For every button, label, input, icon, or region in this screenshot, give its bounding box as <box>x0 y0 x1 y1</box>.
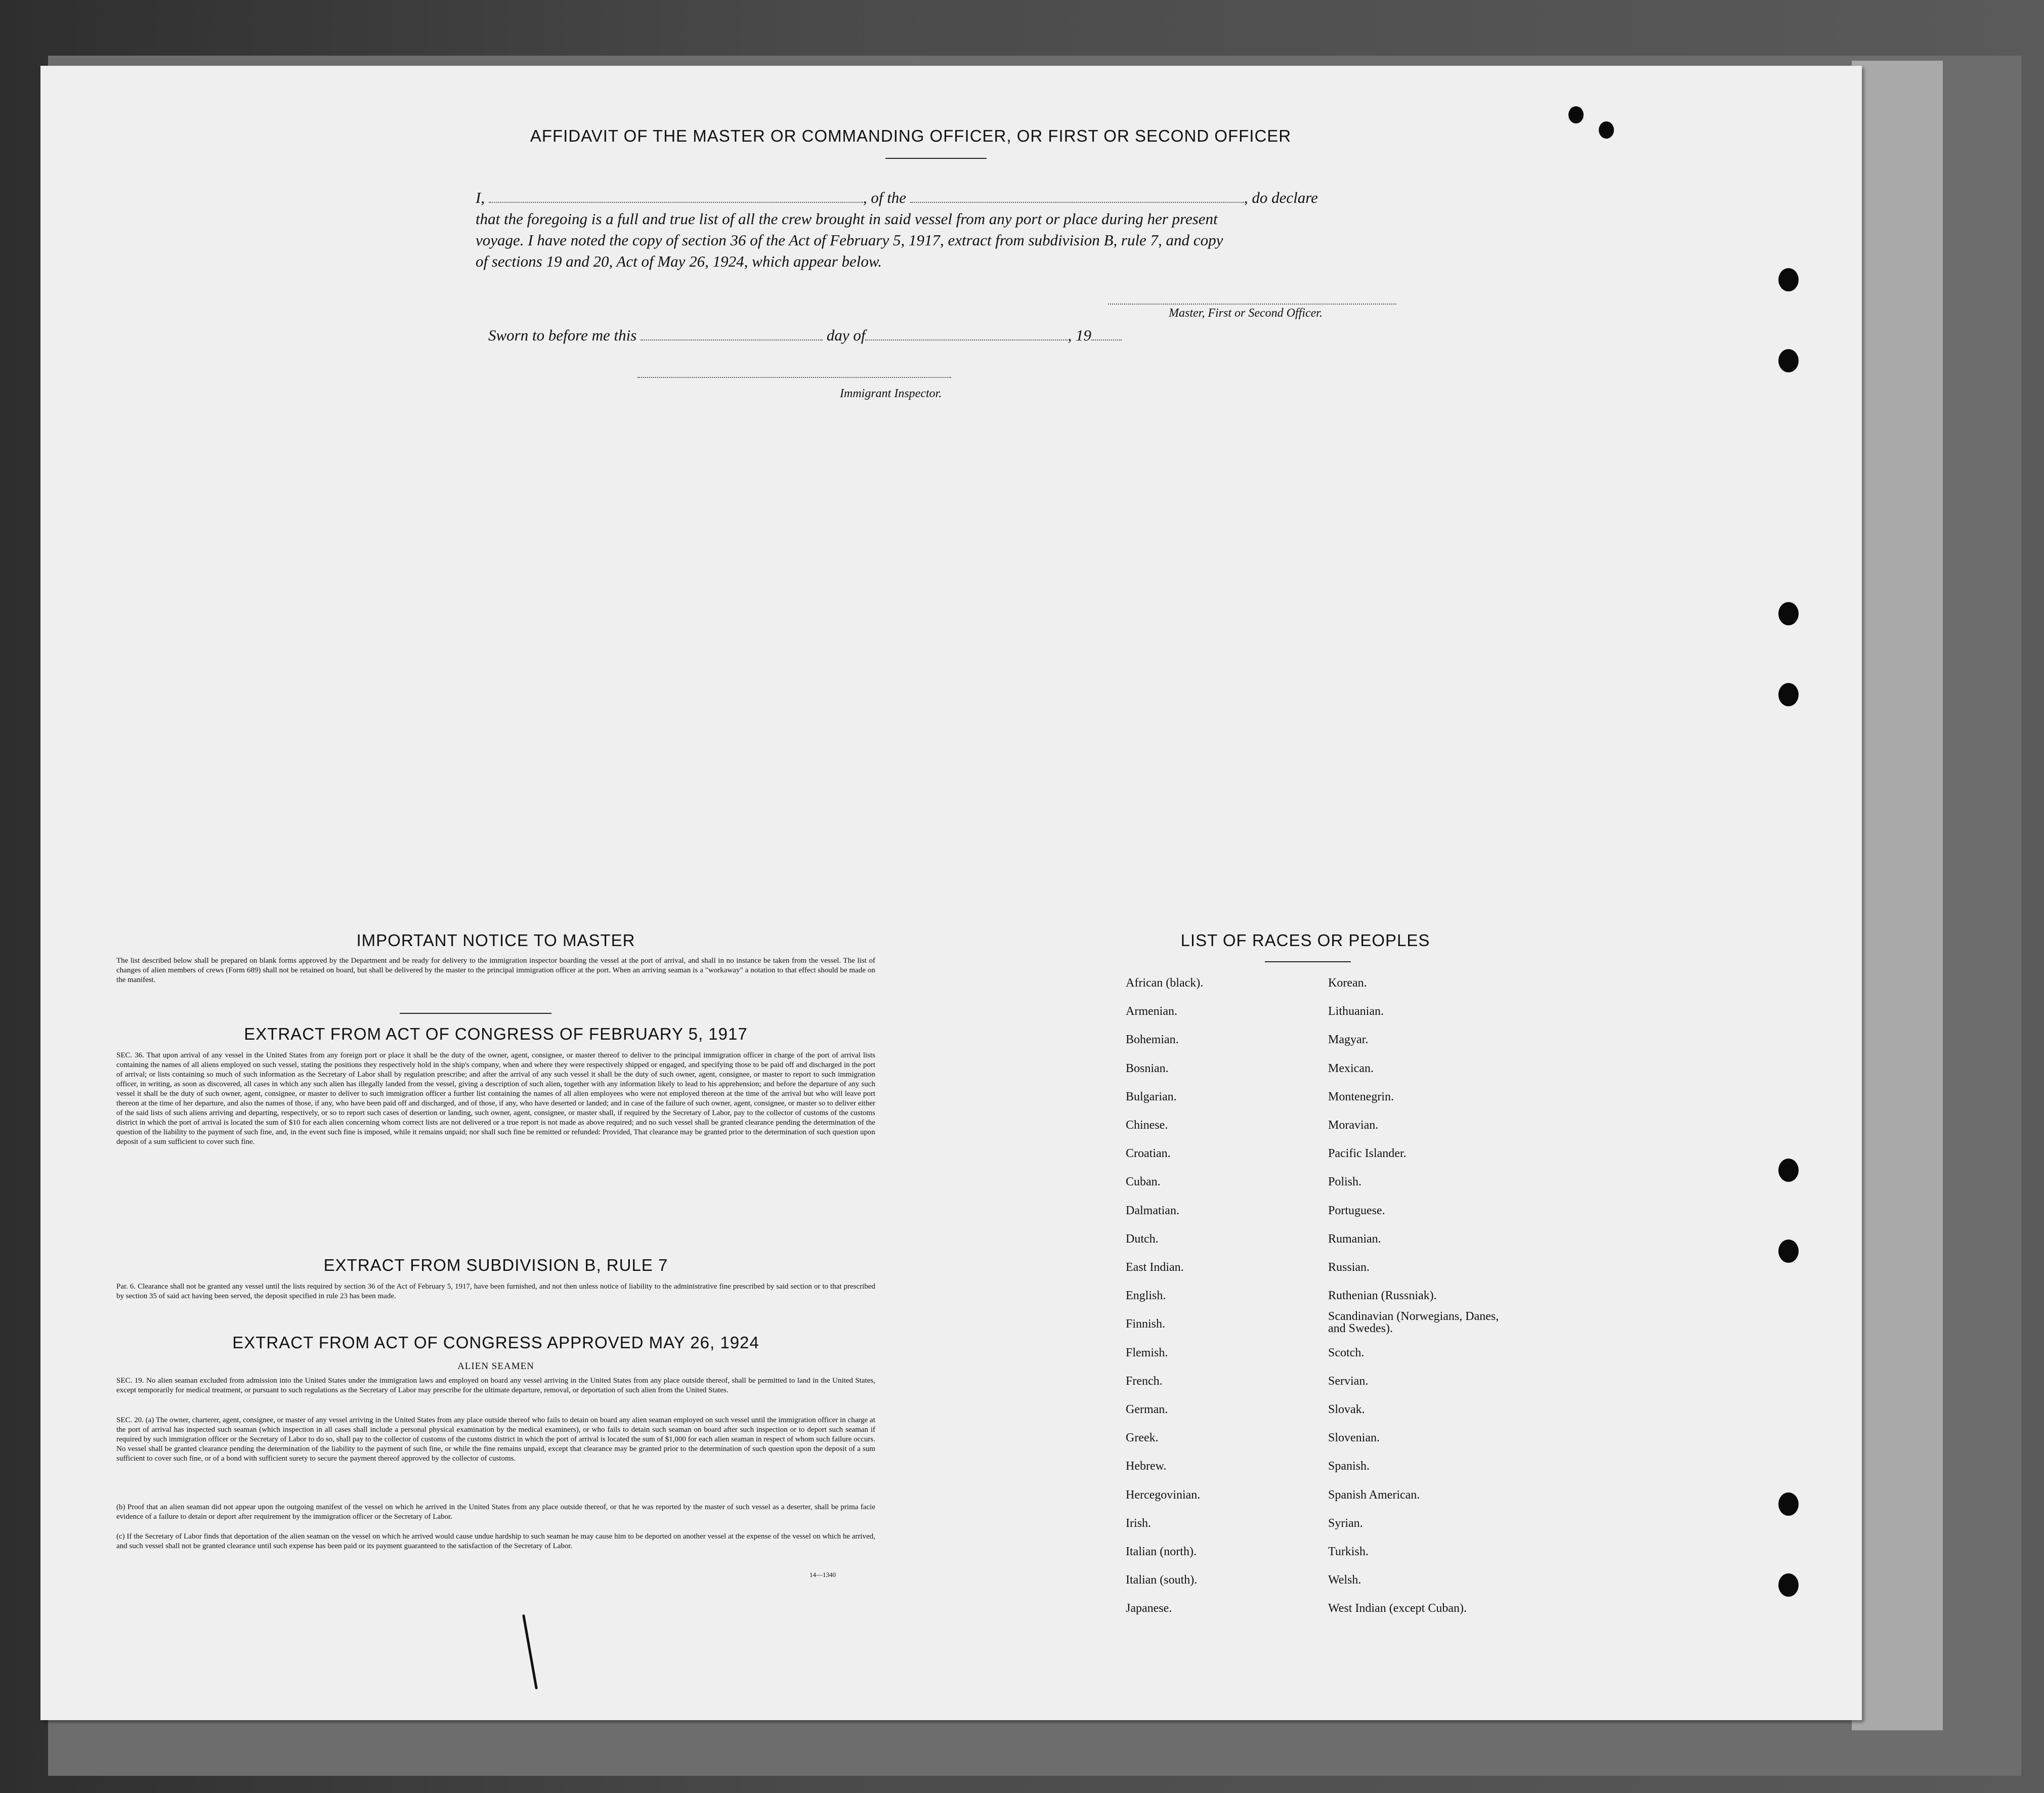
race-item: Servian. <box>1328 1374 1369 1388</box>
race-item: Welsh. <box>1328 1573 1361 1587</box>
race-item: Finnish. <box>1126 1317 1166 1331</box>
race-item: Korean. <box>1328 976 1367 990</box>
race-item: French. <box>1126 1374 1163 1388</box>
affidavit-do-declare: , do declare <box>1244 189 1318 206</box>
master-signature-line <box>1108 304 1396 305</box>
race-item: Irish. <box>1126 1516 1151 1530</box>
race-item: Dutch. <box>1126 1232 1159 1246</box>
sec-19-body: SEC. 19. No alien seaman excluded from admission into the United States under the immigration laws and employed on board any vessel arriving in the United States from any place outside thereof, shall be permitted to land in the United States, except temporarily for medical treatment, or pursuant to such regulations as the Secretary of Labor may prescribe for the ultimate departure, removal, or deportation of such alien from the United States. <box>116 1377 875 1394</box>
divider <box>1265 961 1351 962</box>
divider <box>400 1013 551 1014</box>
races-title: LIST OF RACES OR PEOPLES <box>1180 931 1430 950</box>
sworn-day-of: day of <box>826 326 866 344</box>
affidavit-line-2: that the foregoing is a full and true list of all the crew brought in said vessel from any port or place during her present <box>476 210 1218 228</box>
affidavit-declaration-line <box>476 187 1472 208</box>
sworn-year: , 19 <box>1068 326 1091 344</box>
punch-hole-icon <box>1778 349 1799 372</box>
master-signature-label: Master, First or Second Officer. <box>1169 307 1323 320</box>
punch-hole-icon <box>1778 1240 1799 1263</box>
race-item: English. <box>1126 1289 1166 1303</box>
race-item: Japanese. <box>1126 1602 1172 1615</box>
underlying-sheet-edge <box>1852 61 1943 1730</box>
race-item: Moravian. <box>1328 1119 1379 1132</box>
race-item: Cuban. <box>1126 1175 1161 1189</box>
race-item: Hebrew. <box>1126 1460 1167 1473</box>
race-item: Ruthenian (Russniak). <box>1328 1289 1437 1303</box>
notice-title: IMPORTANT NOTICE TO MASTER <box>356 931 635 950</box>
race-item: Syrian. <box>1328 1516 1363 1530</box>
punch-hole-icon <box>1778 1573 1799 1597</box>
subdivision-b-body: Par. 6. Clearance shall not be granted any vessel until the lists required by section 36 of the Act of February 5, 1917, have been furnished, and not then unless notice of liability to the administrative fine prescribed by said section or to that prescribed by section 35 of said act having been served, the deposit specified in rule 23 has been made. <box>116 1283 875 1300</box>
race-item: Portuguese. <box>1328 1204 1385 1217</box>
race-item: Spanish. <box>1328 1460 1370 1473</box>
race-item: Bohemian. <box>1126 1033 1179 1047</box>
extract-1917-title: EXTRACT FROM ACT OF CONGRESS OF FEBRUARY 5, 1917 <box>244 1024 748 1043</box>
race-item: Polish. <box>1328 1175 1362 1189</box>
sec-20b-body: (b) Proof that an alien seaman did not appear upon the outgoing manifest of the vessel on which he arrived in the United States from any place outside thereof, or that he was reported by the master of such vessel as a deserter, shall be prima facie evidence of a failure to detain or deport after requirement by the immigration officer or the Secretary of Labor. <box>116 1503 875 1521</box>
race-item: Chinese. <box>1126 1119 1168 1132</box>
race-item: African (black). <box>1126 976 1204 990</box>
punch-hole-icon <box>1778 1492 1799 1516</box>
race-item: Turkish. <box>1328 1545 1369 1558</box>
inspector-signature-line <box>637 377 951 378</box>
affidavit-of-the: , of the <box>863 189 907 206</box>
race-item: West Indian (except Cuban). <box>1328 1602 1467 1615</box>
extract-1924-subtitle: ALIEN SEAMEN <box>457 1361 534 1372</box>
race-item: Montenegrin. <box>1328 1090 1394 1103</box>
punch-hole-icon <box>1778 268 1799 291</box>
race-item: Hercegovinian. <box>1126 1488 1201 1502</box>
race-item: Mexican. <box>1328 1061 1374 1075</box>
sworn-line <box>488 326 1122 345</box>
form-number: 14—1340 <box>810 1571 836 1578</box>
race-item: Italian (south). <box>1126 1573 1198 1587</box>
race-item: Bosnian. <box>1126 1061 1169 1075</box>
race-item: German. <box>1126 1403 1168 1416</box>
race-item: Slovak. <box>1328 1403 1365 1416</box>
notice-body: The list described below shall be prepared on blank forms approved by the Department and be ready for delivery to the immigration inspector boarding the vessel at the port of arrival, and shall in no instance be taken from the vessel. The list of changes of alien members of crews (Form 689) shall not be retained on board, but shall be delivered by the master to the principal immigration officer at the port. When an arriving seaman is a "workaway" a notation to that effect should be made on the manifest. <box>116 957 875 984</box>
race-item: Scandinavian (Norwegians, Danes, and Swedes). <box>1328 1310 1499 1336</box>
vessel-blank <box>910 192 1244 203</box>
race-item: Scotch. <box>1328 1346 1365 1359</box>
race-item: Russian. <box>1328 1261 1370 1274</box>
race-item: Magyar. <box>1328 1033 1369 1047</box>
race-item: Italian (north). <box>1126 1545 1197 1558</box>
extract-1917-body: SEC. 36. That upon arrival of any vessel in the United States from any foreign port or place it shall be the duty of the owner, agent, consignee, or master thereof to deliver to the principal immigration officer in charge of the port of arrival lists containing the names of all aliens employed on such vessel, stating the positions they respectively hold in the ship's company, when and where they were respectively shipped or engaged, and specifying those to be paid off and discharged in the port of arrival; or lists containing so much of such information as the Secretary of Labor shall by regulation prescribe; and after the arrival of any such vessel it shall be the duty of such owner, agent, consignee, or master to report to such immigration officer, in writing, as soon as discovered, all cases in which any such alien has illegally landed from the vessel, giving a description of such alien, together with any information likely to lead to his apprehension; and before the departure of any such vessel it shall be the duty of such owner, agent, consignee, or master to deliver to such immigration officer a further list containing the names of all alien employees who were not employed thereon at the time of the arrival but who will leave port thereon at the time of her departure, and also the names of those, if any, who have been paid off and discharged, and of those, if any, who have deserted or landed; and in case of the failure of such owner, agent, consignee, or master so to deliver either of the said lists of such aliens arriving and departing, respectively, or so to report such cases of desertion or landing, such owner, agent, consignee, or master shall, if required by the Secretary of Labor, pay to the collector of customs of the customs district in which the port of arrival is located the sum of $10 for each alien concerning whom correct lists are not delivered or a true report is not made as above required; and no such vessel shall be granted clearance pending the determination of the question of the liability to the payment of such fine, and, in the event such fine is imposed, while it remains unpaid; nor shall such fine be remitted or refunded: Provided, That clearance may be granted prior to the determination of such question upon deposit of a sum sufficient to cover such fine. <box>116 1051 875 1146</box>
affidavit-line-3: voyage. I have noted the copy of section 36 of the Act of February 5, 1917, extract from subdivision B, rule 7, and copy <box>476 231 1223 249</box>
race-item: Slovenian. <box>1328 1431 1380 1445</box>
punch-hole-icon <box>1778 1159 1799 1182</box>
race-item: Bulgarian. <box>1126 1090 1177 1103</box>
affidavit-title: AFFIDAVIT OF THE MASTER OR COMMANDING OFFICER, OR FIRST OR SECOND OFFICER <box>530 126 1292 145</box>
affidavit-line-4: of sections 19 and 20, Act of May 26, 1924, which appear below. <box>476 252 882 270</box>
extract-1924-title: EXTRACT FROM ACT OF CONGRESS APPROVED MAY 26, 1924 <box>232 1333 759 1352</box>
sec-20c-body: (c) If the Secretary of Labor finds that deportation of the alien seaman on the vessel on which he arrived would cause undue hardship to such seaman he may cause him to be deported on another vessel at the expense of the vessel on which he arrived, and such vessel shall not be granted clearance until such expense has been paid or its payment guaranteed to the satisfaction of the Secretary of Labor. <box>116 1532 875 1550</box>
subdivision-b-title: EXTRACT FROM SUBDIVISION B, RULE 7 <box>323 1256 668 1274</box>
race-item: Pacific Islander. <box>1328 1147 1407 1161</box>
sworn-date-blank <box>641 329 823 340</box>
sec-20a-body: SEC. 20. (a) The owner, charterer, agent, consignee, or master of any vessel arriving in the United States from any place outside thereof who fails to detain on board any alien seaman employed on such vessel until the immigration officer in charge at the port of arrival has inspected such seaman (which inspection in all cases shall include a personal physical examination by the medical examiners), or who fails to detain such seaman on board after such inspection or to deport such seaman if required by such immigration officer or the Secretary of Labor to do so, shall pay to the collector of customs of the customs district in which the port of arrival is located the sum of $1,000 for each alien seaman in respect of whom such failure occurs. No vessel shall be granted clearance pending the determination of the liability to the payment of such fine, or while the fine remains unpaid, except that clearance may be granted prior to the determination of such question upon the deposit of a sum sufficient to cover such fine, or of a bond with sufficient surety to secure the payment thereof approved by the collector of customs. <box>116 1416 875 1463</box>
race-item: Armenian. <box>1126 1005 1177 1018</box>
document-page <box>40 66 1862 1720</box>
sworn-year-blank <box>1091 329 1122 340</box>
race-item: East Indian. <box>1126 1261 1184 1274</box>
affidavit-i: I, <box>476 189 485 206</box>
race-item: Greek. <box>1126 1431 1159 1445</box>
race-item: Flemish. <box>1126 1346 1168 1359</box>
race-item: Dalmatian. <box>1126 1204 1179 1217</box>
punch-hole-icon <box>1778 683 1799 706</box>
punch-hole-icon <box>1778 602 1799 625</box>
pen-mark <box>522 1614 538 1690</box>
divider <box>885 158 987 159</box>
punch-hole-icon <box>1568 106 1584 123</box>
name-blank <box>489 192 863 203</box>
sworn-month-blank <box>865 329 1068 340</box>
race-item: Lithuanian. <box>1328 1005 1384 1018</box>
sworn-prefix: Sworn to before me this <box>488 326 637 344</box>
race-item: Rumanian. <box>1328 1232 1381 1246</box>
race-item: Spanish American. <box>1328 1488 1420 1502</box>
race-item: Croatian. <box>1126 1147 1171 1161</box>
inspector-label: Immigrant Inspector. <box>840 387 942 400</box>
